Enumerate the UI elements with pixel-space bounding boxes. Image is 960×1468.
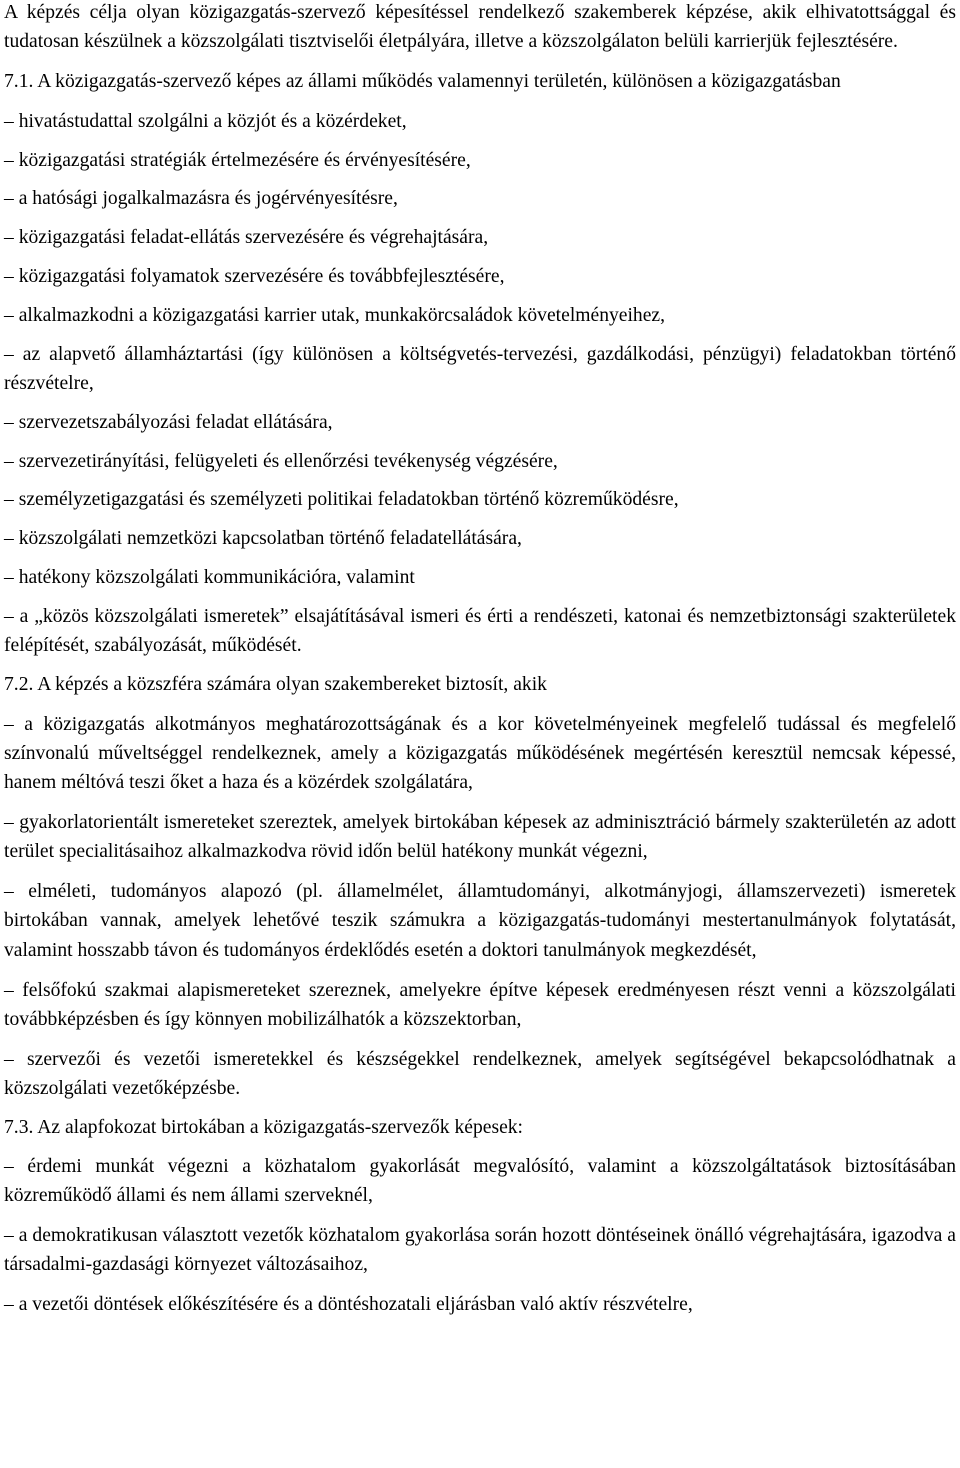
section-7-1-item: – közigazgatási folyamatok szervezésére és továbbfejlesztésére,	[4, 266, 505, 288]
section-7-3-heading: 7.3. Az alapfokozat birtokában a közigazgatás-szervezők képesek:	[4, 1116, 524, 1138]
section-7-3-item: – a demokratikusan választott vezetők közhatalom gyakorlása során hozott döntéseinek önálló végrehajtására, igazodva a társadalmi-gazdasági környezet változásaihoz,	[4, 1224, 956, 1275]
section-7-1-item: – közszolgálati nemzetközi kapcsolatban történő feladatellátására,	[4, 528, 522, 550]
section-7-3-item: – érdemi munkát végezni a közhatalom gyakorlását megvalósító, valamint a közszolgáltatások biztosításában közreműködő állami és nem állami szerveknél,	[4, 1155, 956, 1206]
section-7-1-item: – közigazgatási feladat-ellátás szervezésére és végrehajtására,	[4, 227, 489, 249]
section-7-1-item: – szervezetszabályozási feladat ellátására,	[4, 411, 333, 433]
section-7-1-item: – alkalmazkodni a közigazgatási karrier utak, munkakörcsaládok követelményeihez,	[4, 304, 666, 326]
section-7-2-heading: 7.2. A képzés a közszféra számára olyan szakembereket biztosít, akik	[4, 673, 547, 695]
section-7-1-heading: 7.1. A közigazgatás-szervező képes az állami működés valamennyi területén, különösen a közigazgatásban	[4, 71, 841, 93]
document-page	[4, 0, 956, 1319]
section-7-1-item: – a hatósági jogalkalmazásra és jogérvényesítésre,	[4, 188, 398, 210]
intro-paragraph: A képzés célja olyan közigazgatás-szervező képesítéssel rendelkező szakemberek képzése, akik elhivatottsággal és tudatosan készülnek a közszolgálati tisztviselői életpályára, illetve a közszolgálaton belüli karrierjük fejlesztésére.	[4, 2, 956, 53]
section-7-1-item: – az alapvető államháztartási (így különösen a költségvetés-tervezési, gazdálkodási, pénzügyi) feladatokban történő részvételre,	[4, 343, 956, 394]
section-7-2-item: – felsőfokú szakmai alapismereteket szereznek, amelyekre építve képesek eredményesen részt venni a közszolgálati továbbképzésben és így könnyen mobilizálhatók a közszektorban,	[4, 979, 956, 1030]
section-7-1-item: – a „közös közszolgálati ismeretek” elsajátításával ismeri és érti a rendészeti, katonai és nemzetbiztonsági szakterületek felépítését, szabályozását, működését.	[4, 605, 956, 657]
section-7-1-item: – hivatástudattal szolgálni a közjót és a közérdeket,	[4, 110, 407, 132]
section-7-2-item: – szervezői és vezetői ismeretekkel és készségekkel rendelkeznek, amelyek segítségével bekapcsolódhatnak a közszolgálati vezetőképzésbe.	[4, 1048, 956, 1099]
section-7-1-item: – közigazgatási stratégiák értelmezésére és érvényesítésére,	[4, 149, 471, 171]
section-7-2-item: – a közigazgatás alkotmányos meghatározottságának és a kor követelményeinek megfelelő tudással és megfelelő színvonalú műveltséggel rendelkeznek, amely a közigazgatás működésének megértésén keresztül nemcsak képessé, hanem méltóvá teszi őket a haza és a közérdek szolgálatára,	[4, 713, 956, 794]
section-7-1-item: – hatékony közszolgálati kommunikációra, valamint	[4, 566, 415, 588]
section-7-1-item: – szervezetirányítási, felügyeleti és ellenőrzési tevékenység végzésére,	[4, 450, 558, 472]
section-7-1-item: – személyzetigazgatási és személyzeti politikai feladatokban történő közreműködésre,	[4, 489, 679, 511]
section-7-2-item: – gyakorlatorientált ismereteket szereztek, amelyek birtokában képesek az adminisztráció bármely szakterületén az adott terület specialitásaihoz alkalmazkodva rövid időn belül hatékony munkát végezni,	[4, 812, 956, 863]
section-7-3-item: – a vezetői döntések előkészítésére és a döntéshozatali eljárásban való aktív részvételre,	[4, 1293, 693, 1315]
section-7-2-item: – elméleti, tudományos alapozó (pl. államelmélet, államtudományi, alkotmányjogi, államszervezeti) ismeretek birtokában vannak, amelyek lehetővé teszik számukra a közigazgatás-tudományi mestertanulmányok folytatását, valamint hosszabb távon és tudományos érdeklődés esetén a doktori tanulmányok megkezdését,	[4, 881, 956, 961]
